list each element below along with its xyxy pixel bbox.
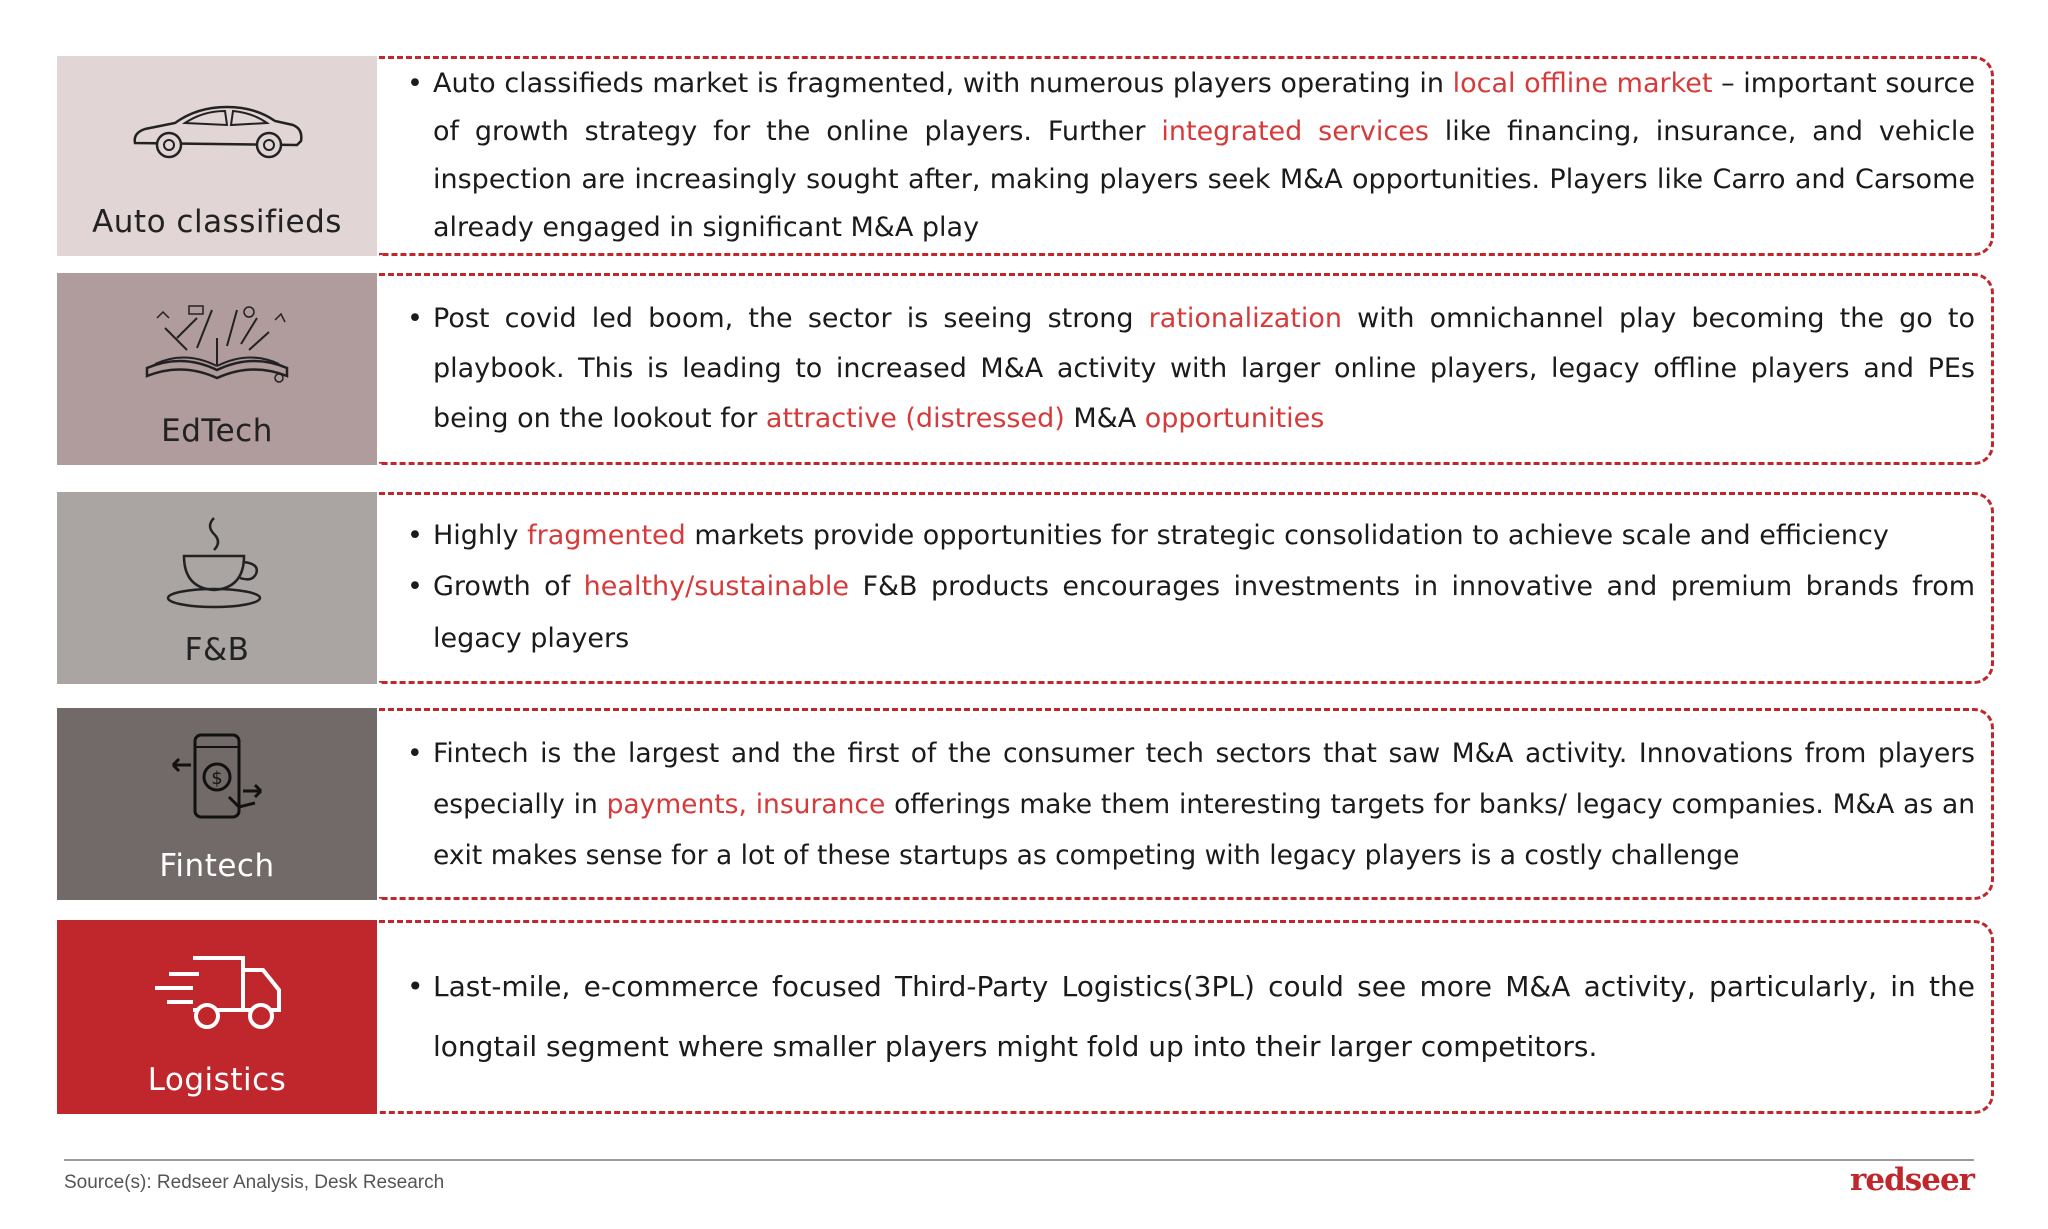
bullet-segment: Last-mile, e-commerce focused Third-Party Logistics(3PL) could see more M&A activity, particularly, in the longtail segment where smaller players might fold up into their larger competitors.: [433, 970, 1975, 1063]
bullet-text: [407, 511, 1975, 561]
sector-label: Auto classifieds: [92, 204, 342, 240]
bullet-text: [407, 728, 1975, 881]
bullet-segment: offerings make them interesting targets for banks/ legacy companies. M&A as an exit makes sense for a lot of these startups as competing with legacy players is a costly challenge: [433, 788, 1975, 871]
sector-row-edtech: [57, 273, 1994, 465]
delivery-truck-icon: [147, 946, 287, 1036]
bullet-text: [407, 957, 1975, 1077]
highlighted-term: healthy/sustainable: [583, 571, 850, 602]
bullet-text: [407, 294, 1975, 444]
sector-row-auto: [57, 56, 1994, 256]
highlighted-term: opportunities: [1144, 403, 1325, 434]
bullet-text: [407, 60, 1975, 252]
highlighted-term: rationalization: [1148, 303, 1343, 334]
sector-label: Fintech: [159, 848, 275, 884]
bullet-segment: like financing, insurance, and vehicle inspection are increasingly sought after, making players seek M&A opportunities. Players like Carro and Carsome already engaged in significant M&A play: [433, 116, 1975, 243]
bullet-segment: Growth of: [433, 571, 584, 602]
bullet-segment: Fintech is the largest and the first of the consumer tech sectors that saw M&A activity. Innovations from players especially in: [433, 737, 1975, 820]
bullet-segment: with omnichannel play becoming the go to playbook. This is leading to increased M&A activity with larger online players, legacy offline players and PEs being on the lookout for: [433, 303, 1976, 434]
highlighted-term: local offline market: [1452, 68, 1713, 99]
bullet-text: [407, 561, 1975, 665]
mobile-payment-icon: [167, 731, 267, 825]
highlighted-term: payments, insurance: [606, 788, 886, 820]
highlighted-term: integrated services: [1161, 116, 1429, 147]
sector-tile-fnb: [57, 492, 377, 684]
bullet-segment: Auto classifieds market is fragmented, with numerous players operating in: [433, 68, 1453, 99]
sector-panel-fintech: [379, 708, 1994, 900]
sector-row-fnb: [57, 492, 1994, 684]
sector-row-logistics: [57, 920, 1994, 1114]
redseer-logo: redseer: [1850, 1162, 1974, 1198]
footer-divider: [64, 1159, 1974, 1161]
bullet-segment: – important source of growth strategy for the online players. Further: [433, 68, 1976, 147]
bullet-segment: markets provide opportunities for strategic consolidation to achieve scale and efficiency: [685, 520, 1889, 551]
sector-panel-edtech: [379, 273, 1994, 465]
car-icon: [127, 95, 307, 165]
sector-label: F&B: [184, 632, 250, 668]
highlighted-term: fragmented: [527, 520, 686, 551]
bullet-segment: M&A: [1064, 403, 1145, 434]
sector-panel-logistics: [379, 920, 1994, 1114]
highlighted-term: attractive (distressed): [765, 403, 1065, 434]
sector-tile-fintech: [57, 708, 377, 900]
bullet-segment: Post covid led boom, the sector is seeing strong: [433, 303, 1149, 334]
sector-row-fintech: [57, 708, 1994, 900]
sector-panel-auto: [379, 56, 1994, 256]
bullet-segment: F&B products encourages investments in innovative and premium brands from legacy players: [433, 571, 1976, 654]
sector-label: Logistics: [147, 1062, 287, 1098]
sector-tile-logistics: [57, 920, 377, 1114]
sector-label: EdTech: [161, 413, 273, 449]
sector-panel-fnb: [379, 492, 1994, 684]
bullet-segment: Highly: [433, 520, 528, 551]
source-note: Source(s): Redseer Analysis, Desk Research: [64, 1172, 445, 1193]
coffee-cup-icon: [162, 512, 272, 612]
sector-tile-auto: [57, 56, 377, 256]
svg-text:$: $: [211, 768, 223, 789]
open-book-icon: [137, 298, 297, 388]
sector-tile-edtech: [57, 273, 377, 465]
